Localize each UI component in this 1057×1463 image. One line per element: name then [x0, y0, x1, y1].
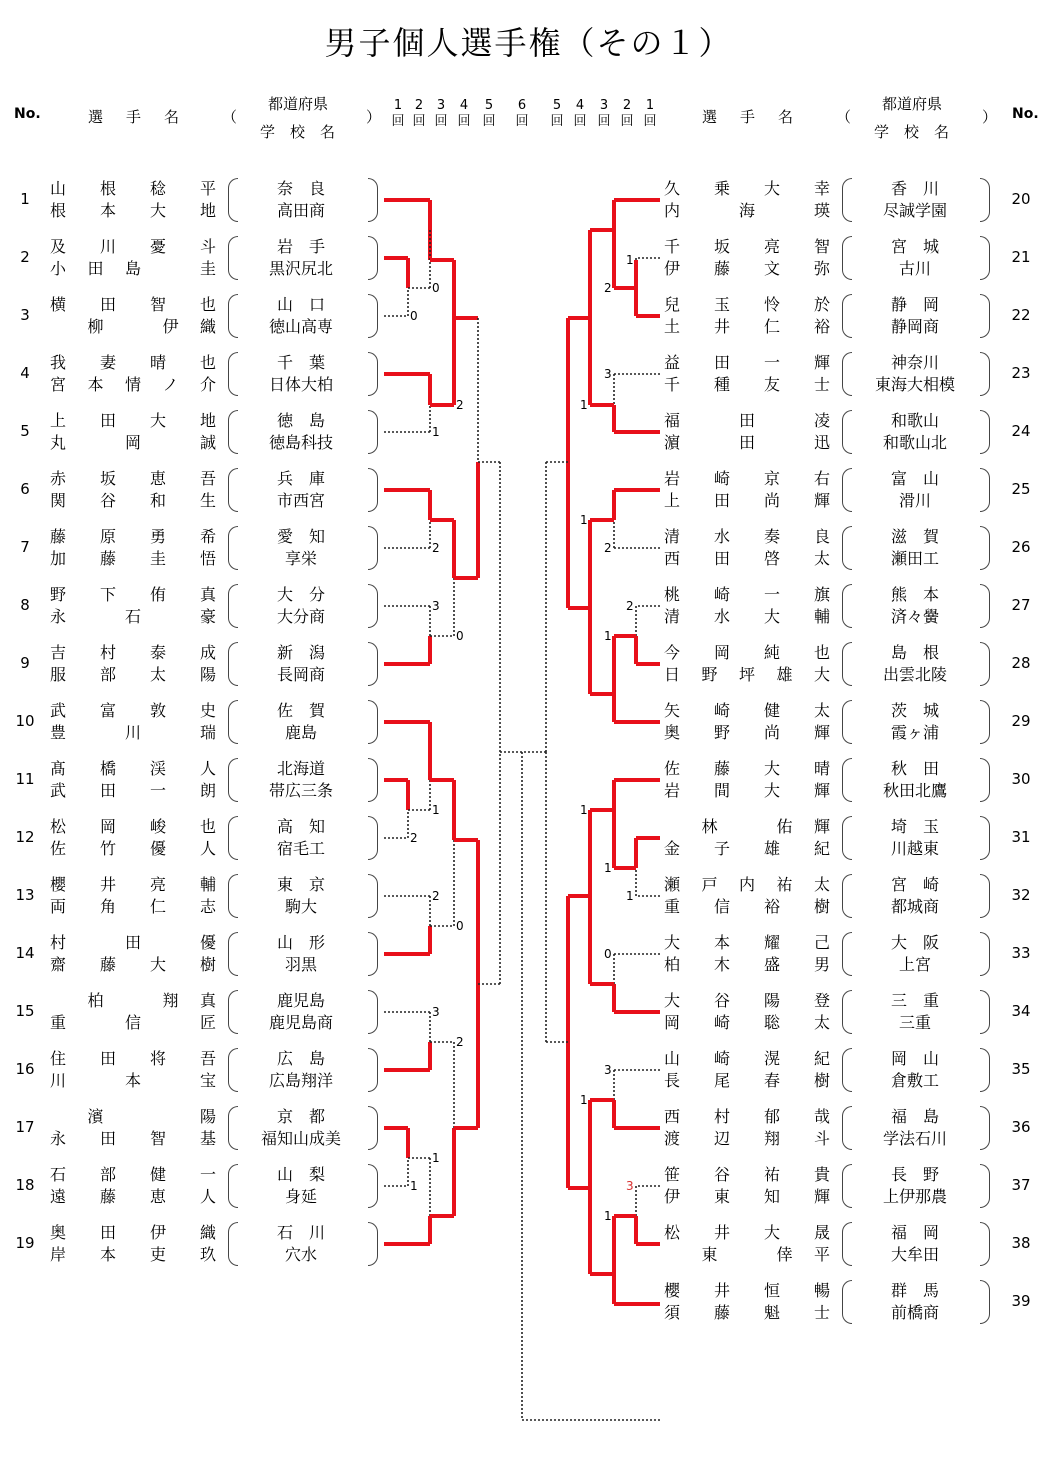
- prefecture: 茨 城: [890, 701, 939, 720]
- entry-number: 33: [1011, 944, 1031, 962]
- score-label: 2: [456, 398, 464, 412]
- player-name-1: 松 井 大 晟: [664, 1223, 831, 1242]
- prefecture: 富 山: [890, 469, 939, 488]
- school: 徳山高専: [268, 317, 333, 336]
- prefecture: 北海道: [276, 759, 325, 778]
- score-label: 2: [604, 281, 612, 295]
- player-name-2: 宮 本 情 ノ 介: [50, 375, 217, 394]
- header-pref-right: 都道府県: [882, 95, 943, 113]
- player-name-2: 重 信 裕 樹: [664, 897, 831, 916]
- player-name-2: 根 本 大 地: [50, 201, 217, 220]
- score-label: 1: [432, 1151, 440, 1165]
- school: 三重: [898, 1013, 931, 1032]
- player-name-2: 濵 田 迅: [664, 433, 831, 452]
- prefecture: 山 梨: [276, 1165, 325, 1184]
- player-name-2: 豊 川 瑞: [50, 723, 217, 742]
- prefecture: 埼 玉: [890, 817, 939, 836]
- prefecture: 山 口: [276, 295, 325, 314]
- score-label: 2: [432, 889, 440, 903]
- entry-number: 38: [1011, 1234, 1031, 1252]
- entry-number: 14: [15, 944, 35, 962]
- entry-number: 9: [20, 654, 30, 672]
- entry-number: 16: [15, 1060, 35, 1078]
- school: 長岡商: [276, 665, 325, 684]
- player-name-2: 川 本 宝: [50, 1071, 217, 1090]
- entry-number: 35: [1011, 1060, 1031, 1078]
- score-label: 1: [626, 253, 634, 267]
- school: 済々黌: [890, 607, 939, 626]
- score-label: 0: [456, 919, 464, 933]
- school: 尽誠学園: [882, 201, 947, 220]
- prefecture: 鹿児島: [276, 991, 325, 1010]
- player-name-1: 西 村 郁 哉: [664, 1107, 831, 1126]
- entry-number: 20: [1011, 190, 1031, 208]
- entry-number: 32: [1011, 886, 1031, 904]
- round-header-left-4: 4 回: [457, 98, 471, 129]
- player-name-1: 桃 崎 一 旗: [664, 585, 831, 604]
- school: 広島翔洋: [268, 1071, 333, 1090]
- score-label: 1: [626, 889, 634, 903]
- entry-number: 18: [15, 1176, 35, 1194]
- player-name-1: 久 乗 大 幸: [664, 179, 831, 198]
- score-label: 1: [604, 629, 612, 643]
- player-name-1: 清 水 奏 良: [664, 527, 831, 546]
- prefecture: 大 分: [276, 585, 325, 604]
- prefecture: 愛 知: [276, 527, 325, 546]
- score-label: 1: [580, 1093, 588, 1107]
- player-name-2: 土 井 仁 裕: [664, 317, 831, 336]
- prefecture: 静 岡: [890, 295, 939, 314]
- player-name-2: 金 子 雄 紀: [664, 839, 831, 858]
- prefecture: 秋 田: [890, 759, 939, 778]
- entry-number: 31: [1011, 828, 1031, 846]
- score-label: 1: [604, 1209, 612, 1223]
- entry-number: 21: [1011, 248, 1031, 266]
- player-name-1: 藤 原 勇 希: [50, 527, 217, 546]
- score-label: 3: [604, 367, 612, 381]
- round-header-final: 6 回: [515, 98, 529, 129]
- prefecture: 山 形: [276, 933, 325, 952]
- entry-number: 8: [20, 596, 30, 614]
- school: 市西宮: [276, 491, 325, 510]
- prefecture: 福 島: [890, 1107, 939, 1126]
- player-name-2: 岩 間 大 輝: [664, 781, 831, 800]
- player-name-1: 兒 玉 怜 於: [664, 295, 831, 314]
- round-header-left-3: 3 回: [434, 98, 448, 129]
- prefecture: 島 根: [890, 643, 939, 662]
- entry-number: 27: [1011, 596, 1031, 614]
- score-label: 0: [410, 309, 418, 323]
- entry-number: 26: [1011, 538, 1031, 556]
- player-name-2: 東 倖 平: [701, 1245, 831, 1264]
- round-header-right-3: 3 回: [597, 98, 611, 129]
- entry-number: 39: [1011, 1292, 1031, 1310]
- player-name-1: 櫻 井 恒 暢: [664, 1281, 831, 1300]
- player-name-2: 柏 木 盛 男: [664, 955, 831, 974]
- player-name-2: 上 田 尚 輝: [664, 491, 831, 510]
- entry-number: 28: [1011, 654, 1031, 672]
- player-name-2: 重 信 匠: [50, 1013, 217, 1032]
- player-name-1: 柏 翔 真: [87, 991, 217, 1010]
- player-name-2: 服 部 太 陽: [50, 665, 217, 684]
- score-label: 2: [432, 541, 440, 555]
- prefecture: 宮 崎: [890, 875, 939, 894]
- entry-number: 7: [20, 538, 30, 556]
- school: 古川: [898, 259, 931, 278]
- school: 鹿島: [284, 723, 317, 742]
- player-name-1: 大 本 耀 己: [664, 933, 831, 952]
- prefecture: 千 葉: [276, 353, 325, 372]
- entry-number: 1: [20, 190, 30, 208]
- score-label: 0: [604, 947, 612, 961]
- page-title: 男子個人選手権（その１）: [324, 24, 733, 62]
- prefecture: 滋 賀: [890, 527, 939, 546]
- header-no-left: No.: [14, 106, 41, 122]
- prefecture: 大 阪: [890, 933, 939, 952]
- school: 都城商: [890, 897, 939, 916]
- player-name-1: 佐 藤 大 晴: [664, 759, 831, 778]
- school: 大分商: [276, 607, 325, 626]
- player-name-2: 千 種 友 士: [664, 375, 831, 394]
- school: 享栄: [284, 549, 317, 568]
- prefecture: 兵 庫: [276, 469, 325, 488]
- player-name-2: 佐 竹 優 人: [50, 839, 217, 858]
- player-name-1: 上 田 大 地: [50, 411, 217, 430]
- prefecture: 岡 山: [890, 1049, 939, 1068]
- player-name-2: 齋 藤 大 樹: [50, 955, 217, 974]
- entry-number: 17: [15, 1118, 35, 1136]
- player-name-2: 両 角 仁 志: [50, 897, 217, 916]
- round-header-left-1: 1 回: [391, 98, 405, 129]
- school: 秋田北鷹: [882, 781, 947, 800]
- entry-number: 10: [15, 712, 35, 730]
- score-label: 3: [604, 1063, 612, 1077]
- player-name-1: 瀬 戸 内 祐 太: [664, 875, 831, 894]
- entry-number: 23: [1011, 364, 1031, 382]
- player-name-2: 岡 崎 聡 太: [664, 1013, 831, 1032]
- prefecture: 高 知: [276, 817, 325, 836]
- player-name-1: 林 佑 輝: [701, 817, 831, 836]
- score-label: 1: [604, 861, 612, 875]
- player-name-1: 住 田 将 吾: [50, 1049, 217, 1068]
- player-name-2: 加 藤 圭 悟: [50, 549, 217, 568]
- player-name-1: 髙 橋 渓 人: [50, 759, 217, 778]
- score-label: 1: [410, 1179, 418, 1193]
- entry-number: 6: [20, 480, 30, 498]
- school: 静岡商: [890, 317, 939, 336]
- player-name-2: 伊 東 知 輝: [664, 1187, 831, 1206]
- prefecture: 和歌山: [890, 411, 939, 430]
- prefecture: 神奈川: [890, 353, 939, 372]
- player-name-1: 赤 坂 恵 吾: [50, 469, 217, 488]
- school: 徳島科技: [268, 433, 333, 452]
- school: 羽黒: [284, 955, 317, 974]
- player-name-1: 櫻 井 亮 輔: [50, 875, 217, 894]
- player-name-1: 横 田 智 也: [50, 295, 217, 314]
- school: 上伊那農: [882, 1187, 947, 1206]
- score-label: 2: [456, 1035, 464, 1049]
- header-open-paren-right: （: [836, 108, 852, 126]
- player-name-2: 西 田 啓 太: [664, 549, 831, 568]
- score-label: 1: [432, 803, 440, 817]
- prefecture: 長 野: [890, 1165, 939, 1184]
- score-label: 3: [432, 599, 440, 613]
- score-label: 1: [580, 513, 588, 527]
- round-header-right-2: 2 回: [620, 98, 634, 129]
- player-name-1: 笹 谷 祐 貴: [664, 1165, 831, 1184]
- player-name-2: 須 藤 魁 士: [664, 1303, 831, 1322]
- player-name-1: 我 妻 晴 也: [50, 353, 217, 372]
- school: 鹿児島商: [268, 1013, 333, 1032]
- entry-number: 5: [20, 422, 30, 440]
- prefecture: 香 川: [890, 179, 939, 198]
- prefecture: 福 岡: [890, 1223, 939, 1242]
- school: 上宮: [898, 955, 931, 974]
- entry-number: 2: [20, 248, 30, 266]
- school: 学法石川: [882, 1129, 947, 1148]
- prefecture: 岩 手: [276, 237, 325, 256]
- school: 大牟田: [890, 1245, 939, 1264]
- score-label: 2: [626, 599, 634, 613]
- header-open-paren-left: （: [222, 108, 238, 126]
- school: 川越東: [890, 839, 939, 858]
- player-name-2: 武 田 一 朗: [50, 781, 217, 800]
- player-name-1: 村 田 優: [50, 933, 217, 952]
- score-label: 1: [580, 398, 588, 412]
- entry-number: 19: [15, 1234, 35, 1252]
- entry-number: 36: [1011, 1118, 1031, 1136]
- school: 駒大: [284, 897, 317, 916]
- header-close-paren-left: ）: [366, 108, 382, 126]
- header-player-left: 選 手 名: [88, 108, 184, 126]
- prefecture: 広 島: [276, 1049, 325, 1068]
- school: 日体大柏: [268, 375, 333, 394]
- entry-number: 24: [1011, 422, 1031, 440]
- entry-number: 22: [1011, 306, 1031, 324]
- entry-number: 30: [1011, 770, 1031, 788]
- school: 和歌山北: [882, 433, 947, 452]
- school: 高田商: [276, 201, 325, 220]
- school: 滑川: [898, 491, 931, 510]
- entry-number: 15: [15, 1002, 35, 1020]
- prefecture: 三 重: [890, 991, 939, 1010]
- prefecture: 群 馬: [890, 1281, 939, 1300]
- round-header-left-5: 5 回: [482, 98, 496, 129]
- header-school-left: 学 校 名: [260, 123, 336, 141]
- entry-number: 29: [1011, 712, 1031, 730]
- prefecture: 京 都: [276, 1107, 325, 1126]
- header-pref-left: 都道府県: [268, 95, 329, 113]
- school: 東海大相模: [874, 375, 955, 394]
- score-label: 1: [432, 425, 440, 439]
- player-name-1: 及 川 憂 斗: [50, 237, 217, 256]
- round-header-right-1: 1 回: [643, 98, 657, 129]
- school: 穴水: [284, 1245, 317, 1264]
- entry-number: 4: [20, 364, 30, 382]
- school: 倉敷工: [890, 1071, 939, 1090]
- entry-number: 25: [1011, 480, 1031, 498]
- prefecture: 東 京: [276, 875, 325, 894]
- entry-number: 13: [15, 886, 35, 904]
- player-name-2: 奥 野 尚 輝: [664, 723, 831, 742]
- entry-number: 11: [15, 770, 35, 788]
- round-header-left-2: 2 回: [412, 98, 426, 129]
- player-name-1: 吉 村 泰 成: [50, 643, 217, 662]
- school: 黒沢尻北: [268, 259, 333, 278]
- player-name-2: 柳 伊 織: [87, 317, 217, 336]
- prefecture: 奈 良: [276, 179, 325, 198]
- score-label: 3: [432, 1005, 440, 1019]
- school: 霞ヶ浦: [890, 723, 939, 742]
- player-name-1: 山 根 稔 平: [50, 179, 217, 198]
- player-name-2: 日 野 坪 雄 大: [664, 665, 831, 684]
- player-name-2: 渡 辺 翔 斗: [664, 1129, 831, 1148]
- score-label: 2: [410, 831, 418, 845]
- player-name-1: 福 田 凌: [664, 411, 831, 430]
- round-header-right-5: 5 回: [550, 98, 564, 129]
- player-name-2: 清 水 大 輔: [664, 607, 831, 626]
- school: 前橋商: [890, 1303, 939, 1322]
- score-label: 2: [604, 541, 612, 555]
- player-name-1: 松 岡 峻 也: [50, 817, 217, 836]
- player-name-1: 今 岡 純 也: [664, 643, 831, 662]
- player-name-1: 濱 陽: [87, 1107, 217, 1126]
- player-name-2: 伊 藤 文 弥: [664, 259, 831, 278]
- player-name-2: 丸 岡 誠: [50, 433, 217, 452]
- prefecture: 新 潟: [276, 643, 325, 662]
- player-name-1: 大 谷 陽 登: [664, 991, 831, 1010]
- entry-number: 12: [15, 828, 35, 846]
- header-school-right: 学 校 名: [874, 123, 950, 141]
- prefecture: 徳 島: [276, 411, 325, 430]
- player-name-1: 野 下 侑 真: [50, 585, 217, 604]
- player-name-2: 永 石 豪: [50, 607, 217, 626]
- player-name-2: 関 谷 和 生: [50, 491, 217, 510]
- player-name-2: 内 海 瑛: [664, 201, 831, 220]
- player-name-2: 小 田 島 圭: [50, 259, 217, 278]
- school: 身延: [284, 1187, 317, 1206]
- school: 宿毛工: [276, 839, 325, 858]
- round-header-right-4: 4 回: [573, 98, 587, 129]
- score-label: 0: [432, 281, 440, 295]
- school: 福知山成美: [260, 1129, 341, 1148]
- player-name-1: 山 崎 滉 紀: [664, 1049, 831, 1068]
- school: 帯広三条: [268, 781, 333, 800]
- player-name-2: 岸 本 吏 玖: [50, 1245, 217, 1264]
- player-name-1: 矢 崎 健 太: [664, 701, 831, 720]
- header-no-right: No.: [1012, 106, 1039, 122]
- prefecture: 石 川: [276, 1223, 325, 1242]
- player-name-1: 千 坂 亮 智: [664, 237, 831, 256]
- score-label: 0: [456, 629, 464, 643]
- player-name-2: 永 田 智 基: [50, 1129, 217, 1148]
- player-name-2: 長 尾 春 樹: [664, 1071, 831, 1090]
- score-label: 1: [580, 803, 588, 817]
- prefecture: 宮 城: [890, 237, 939, 256]
- prefecture: 佐 賀: [276, 701, 325, 720]
- player-name-2: 遠 藤 恵 人: [50, 1187, 217, 1206]
- player-name-1: 奥 田 伊 織: [50, 1223, 217, 1242]
- entry-number: 34: [1011, 1002, 1031, 1020]
- school: 出雲北陵: [882, 665, 947, 684]
- player-name-1: 石 部 健 一: [50, 1165, 217, 1184]
- player-name-1: 益 田 一 輝: [664, 353, 831, 372]
- player-name-1: 岩 崎 京 右: [664, 469, 831, 488]
- header-close-paren-right: ）: [982, 108, 998, 126]
- entry-number: 3: [20, 306, 30, 324]
- header-player-right: 選 手 名: [702, 108, 798, 126]
- school: 瀬田工: [890, 549, 939, 568]
- score-label: 3: [626, 1179, 634, 1193]
- entry-number: 37: [1011, 1176, 1031, 1194]
- prefecture: 熊 本: [890, 585, 939, 604]
- player-name-1: 武 富 敦 史: [50, 701, 217, 720]
